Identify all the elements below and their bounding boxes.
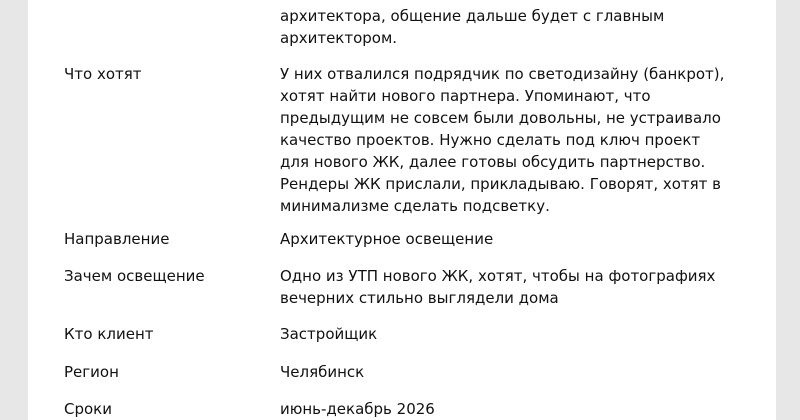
row-label: Зачем освещение bbox=[64, 267, 205, 285]
row-value bbox=[280, 398, 740, 420]
row-label: Регион bbox=[64, 363, 119, 381]
document-page bbox=[28, 0, 776, 420]
value-line: качество проектов. Нужно сделать под ключ проект bbox=[280, 131, 701, 149]
value-line: хотят найти нового партнера. Упоминают, что bbox=[280, 87, 651, 105]
value-line: вечерних стильно выглядели дома bbox=[280, 289, 559, 307]
value-line: Архитектурное освещение bbox=[280, 230, 494, 248]
value-line: архитектором. bbox=[280, 29, 398, 47]
row-label: Сроки bbox=[64, 400, 112, 418]
row-value bbox=[280, 63, 740, 217]
row-value bbox=[280, 323, 740, 345]
row-value bbox=[280, 265, 740, 309]
value-line: для нового ЖК, далее готовы обсудить партнерство. bbox=[280, 153, 706, 171]
row-label: Что хотят bbox=[64, 65, 142, 83]
value-line: архитектора, общение дальше будет с главным bbox=[280, 7, 665, 25]
value-line: июнь-декабрь 2026 bbox=[280, 400, 435, 418]
value-line: Застройщик bbox=[280, 325, 378, 343]
value-line: Рендеры ЖК прислали, прикладываю. Говорят, хотят в bbox=[280, 175, 722, 193]
row-value bbox=[280, 361, 740, 383]
value-line: минимализме сделать подсветку. bbox=[280, 197, 550, 215]
value-line: Челябинск bbox=[280, 363, 365, 381]
row-value bbox=[280, 228, 740, 250]
row-label: Направление bbox=[64, 230, 170, 248]
value-line: предыдущим не совсем были довольны, не устраивало bbox=[280, 109, 721, 127]
row-value bbox=[280, 5, 740, 49]
value-line: У них отвалился подрядчик по светодизайну (банкрот), bbox=[280, 65, 725, 83]
value-line: Одно из УТП нового ЖК, хотят, чтобы на фотографиях bbox=[280, 267, 716, 285]
row-label: Кто клиент bbox=[64, 325, 154, 343]
